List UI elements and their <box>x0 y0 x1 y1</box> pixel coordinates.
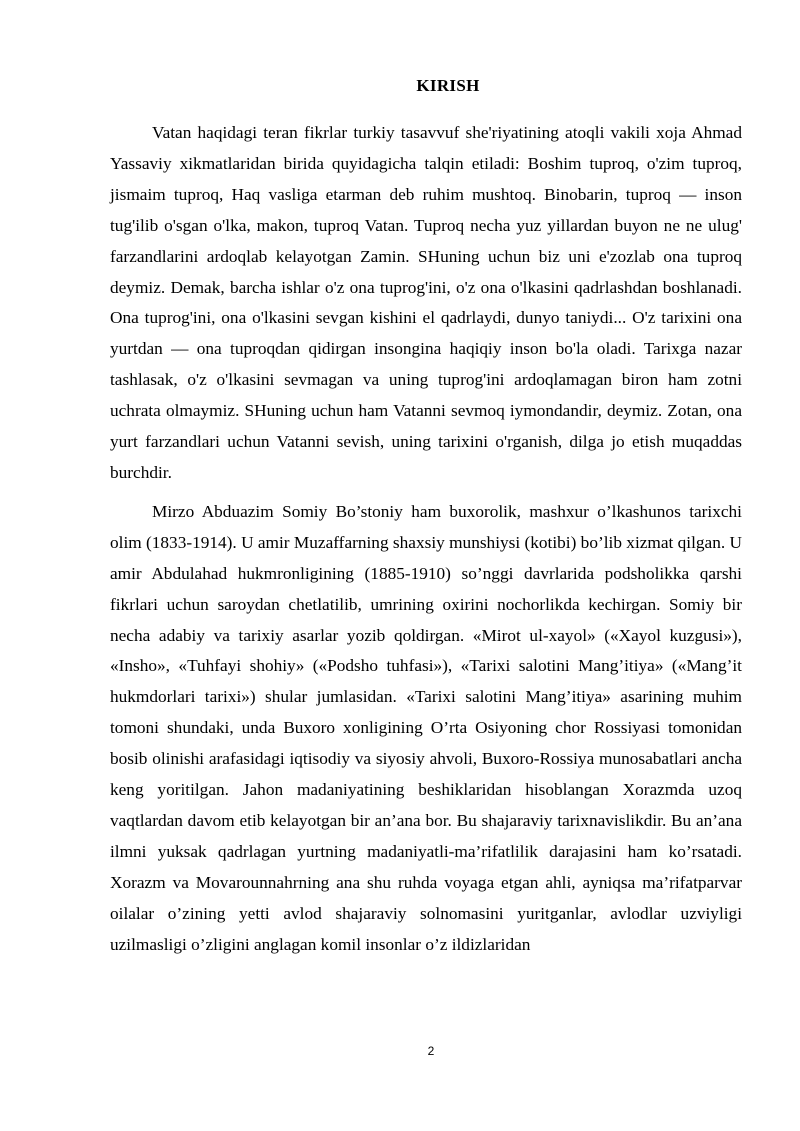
page-number: 2 <box>427 1044 435 1058</box>
document-body <box>110 118 742 960</box>
paragraph-2: Mirzo Abduazim Somiy Bo’stoniy ham buxorolik, mashxur o’lkashunos tarixchi olim (1833-1914). U amir Muzaffarning shaxsiy munshiysi (kotibi) bo’lib xizmat qilgan. U amir Abdulahad hukmronligining (1885-1910) so’nggi davrlarida podsholikka qarshi fikrlari uchun saroydan chetlatilib, umrining oxirini nochorlikda kechirgan. Somiy bir necha adabiy va tarixiy asarlar yozib qoldirgan. «Mirot ul-xayol» («Xayol kuzgusi»), «Insho», «Tuhfayi shohiy» («Podsho tuhfasi»), «Tarixi salotini Mang’itiya» («Mang’it hukmdorlari tarixi») shular jumlasidan. «Tarixi salotini Mang’itiya» asarining muhim tomoni shundaki, unda Buxoro xonligining O’rta Osiyoning chor Rossiyasi tomonidan bosib olinishi arafasidagi iqtisodiy va siyosiy ahvoli, Buxoro-Rossiya munosabatlari ancha keng yoritilgan. Jahon madaniyatining beshiklaridan hisoblangan Xorazmda uzoq vaqtlardan davom etib kelayotgan bir an’ana bor. Bu shajaraviy tarixnavislikdir. Bu an’ana ilmni yuksak qadrlagan yurtning madaniyatli-ma’rifatlilik darajasini ham ko’rsatadi. Xorazm va Movarounnahrning ana shu ruhda voyaga etgan ahli, ayniqsa ma’rifatparvar oilalar o’zining yetti avlod shajaraviy solnomasini yuritganlar, avlodlar uzviyligi uzilmasligi o’zligini anglagan komil insonlar o’z ildizlaridan <box>110 501 742 954</box>
page-title: KIRISH <box>416 76 480 95</box>
paragraph-1: Vatan haqidagi teran fikrlar turkiy tasavvuf she'riyatining atoqli vakili xoja Ahmad Yassaviy xikmatlaridan birida quyidagicha talqin etiladi: Boshim tuproq, o'zim tuproq, jismaim tuproq, Haq vasliga etarman deb ruhim mushtoq. Binobarin, tuproq — inson tug'ilib o'sgan o'lka, makon, tuproq Vatan. Tuproq necha yuz yillardan buyon ne ne ulug' farzandlarini ardoqlab kelayotgan Zamin. SHuning uchun biz uni e'zozlab ona tuproq deymiz. Demak, barcha ishlar o'z ona tuprog'ini, o'z ona o'lkasini qadrlashdan boshlanadi. Ona tuprog'ini, ona o'lkasini sevgan kishini el qadrlaydi, dunyo taniydi... O'z tarixini ona yurtdan — ona tuproqdan qidirgan insongina haqiqiy inson bo'la oladi. Tarixga nazar tashlasak, o'z o'lkasini sevmagan va uning tuprog'ini ardoqlamagan biron ham zotni uchrata olmaymiz. SHuning uchun ham Vatanni sevmoq iymondandir, deymiz. Zotan, ona yurt farzandlari uchun Vatanni sevish, uning tarixini o'rganish, dilga jo etish muqaddas burchdir. <box>110 123 742 482</box>
